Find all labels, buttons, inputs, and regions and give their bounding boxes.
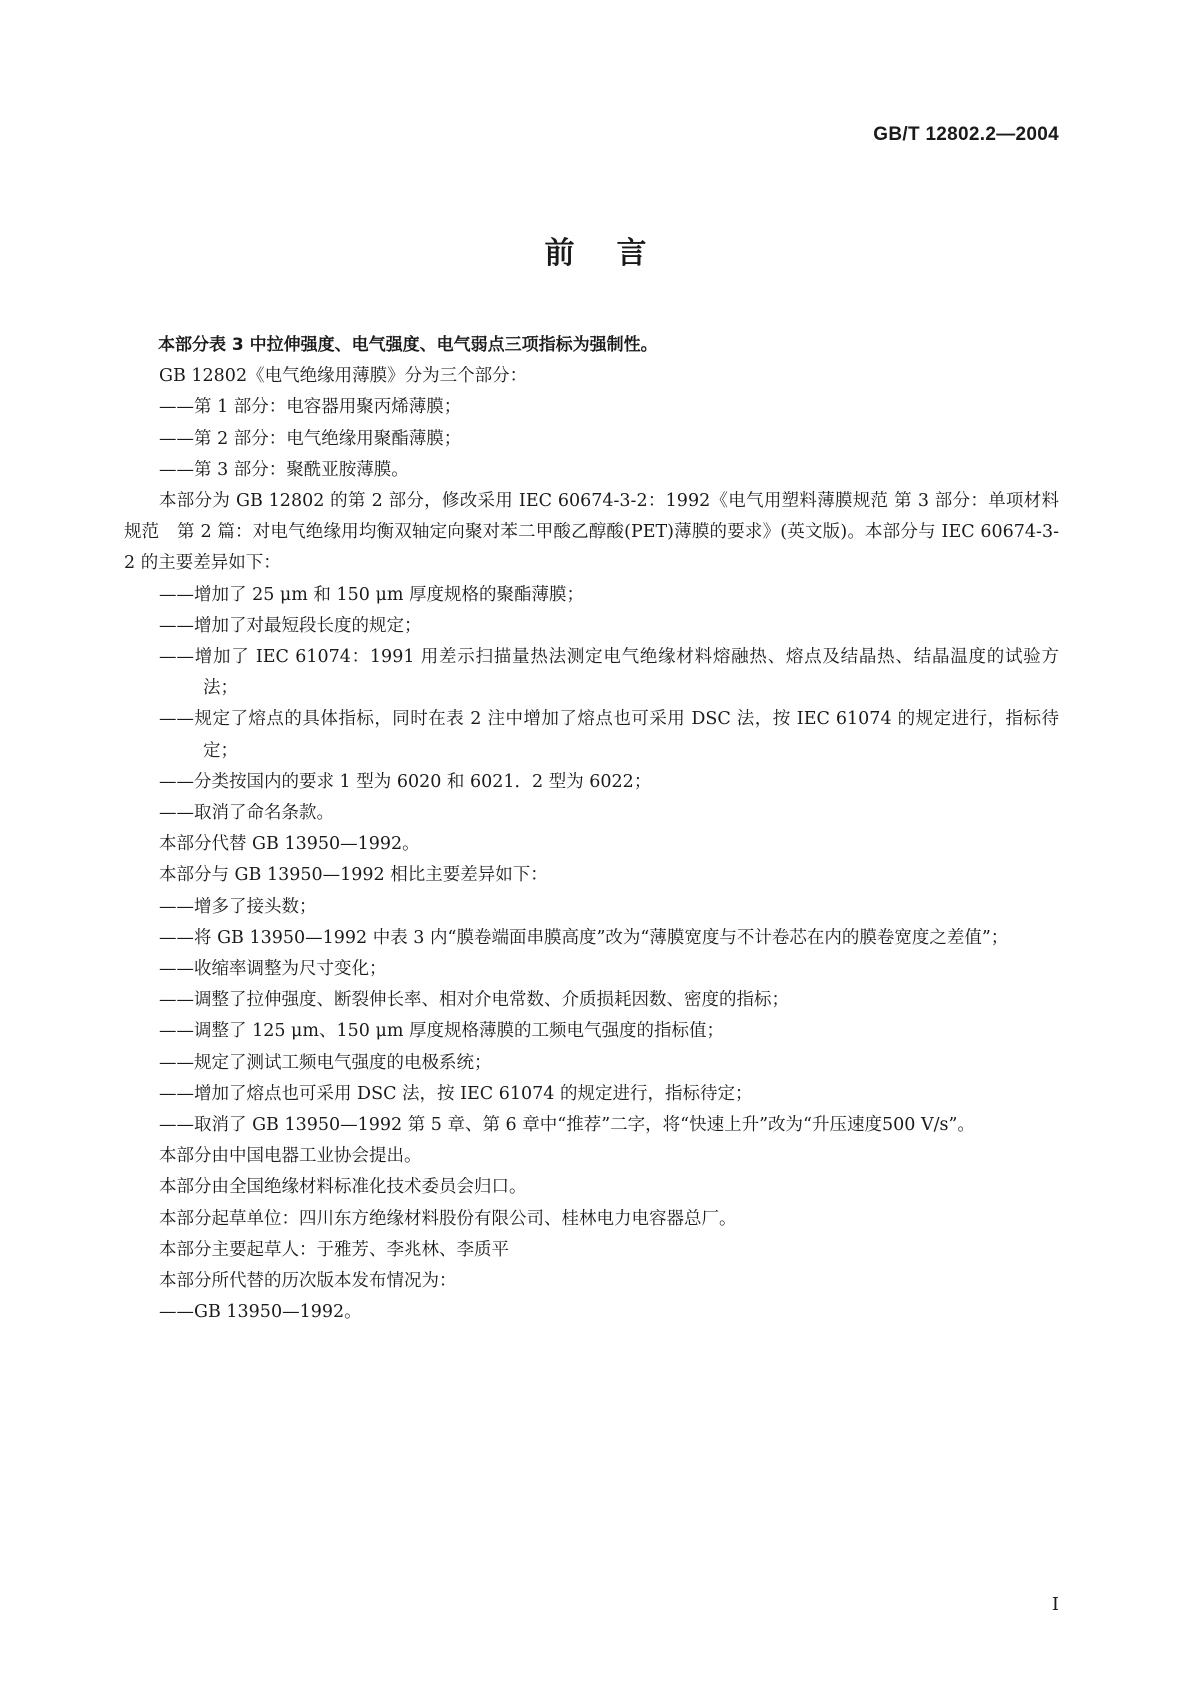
paragraph: 本部分代替 GB 13950—1992。 — [159, 834, 420, 855]
list-item: ——收缩率调整为尺寸变化； — [159, 959, 387, 980]
list-item: ——增加了熔点也可采用 DSC 法，按 IEC 61074 的规定进行，指标待定； — [159, 1083, 753, 1104]
page-title: 前言 — [544, 236, 689, 271]
list-item: ——增加了 IEC 61074：1991 用差示扫描量热法测定电气绝缘材料熔融热、熔点及结晶热、结晶温度的试验方法； — [159, 647, 1059, 699]
foreword-body — [124, 330, 1059, 1329]
mandatory-statement: 本部分表 3 中拉伸强度、电气强度、电气弱点三项指标为强制性。 — [158, 335, 658, 355]
list-item-flush: ——取消了 GB 13950—1992 第 5 章、第 6 章中“推荐”二字，将“快速上升”改为“升压速度500 V/s”。 — [159, 1115, 975, 1136]
list-item: ——取消了命名条款。 — [159, 803, 334, 824]
list-item: ——将 GB 13950—1992 中表 3 内“膜卷端面串膜高度”改为“薄膜宽度与不计卷芯在内的膜卷宽度之差值”； — [159, 927, 1009, 948]
paragraph: 本部分起草单位：四川东方绝缘材料股份有限公司、桂林电力电容器总厂。 — [159, 1208, 737, 1229]
paragraph: 本部分所代替的历次版本发布情况为： — [159, 1271, 457, 1292]
list-item: ——调整了拉伸强度、断裂伸长率、相对介电常数、介质损耗因数、密度的指标； — [159, 990, 789, 1011]
standard-code: GB/T 12802.2—2004 — [873, 124, 1059, 145]
list-item: ——增加了 25 μm 和 150 μm 厚度规格的聚酯薄膜； — [159, 584, 584, 605]
list-item: ——调整了 125 μm、150 μm 厚度规格薄膜的工频电气强度的指标值； — [159, 1021, 724, 1042]
paragraph: 本部分主要起草人：于雅芳、李兆林、李质平 — [159, 1239, 509, 1260]
list-item: ——规定了测试工频电气强度的电极系统； — [159, 1052, 492, 1073]
paragraph: 本部分由全国绝缘材料标准化技术委员会归口。 — [159, 1177, 527, 1198]
list-item: ——增加了对最短段长度的规定； — [159, 615, 422, 636]
list-item: ——分类按国内的要求 1 型为 6020 和 6021．2 型为 6022； — [159, 771, 652, 792]
list-item: ——GB 13950—1992。 — [159, 1302, 362, 1323]
paragraph: 本部分为 GB 12802 的第 2 部分，修改采用 IEC 60674-3-2：1992《电气用塑料薄膜规范 第 3 部分：单项材料规范 第 2 篇：对电气绝缘用均衡双轴定向聚对苯二甲酸乙醇酸(PET)薄膜的要求》(英文版)。本部分与 IEC 60674-3-2 的主要差异如下： — [124, 491, 1059, 574]
list-item: ——增多了接头数； — [159, 896, 317, 917]
page-number: I — [1051, 1594, 1059, 1615]
paragraph: GB 12802《电气绝缘用薄膜》分为三个部分： — [159, 366, 528, 387]
list-item: ——第 2 部分：电气绝缘用聚酯薄膜； — [159, 428, 462, 449]
paragraph: 本部分与 GB 13950—1992 相比主要差异如下： — [159, 865, 548, 886]
list-item: ——第 3 部分：聚酰亚胺薄膜。 — [159, 459, 409, 480]
list-item: ——第 1 部分：电容器用聚丙烯薄膜； — [159, 397, 462, 418]
paragraph: 本部分由中国电器工业协会提出。 — [159, 1146, 422, 1167]
list-item: ——规定了熔点的具体指标，同时在表 2 注中增加了熔点也可采用 DSC 法，按 IEC 61074 的规定进行，指标待定； — [159, 709, 1059, 761]
